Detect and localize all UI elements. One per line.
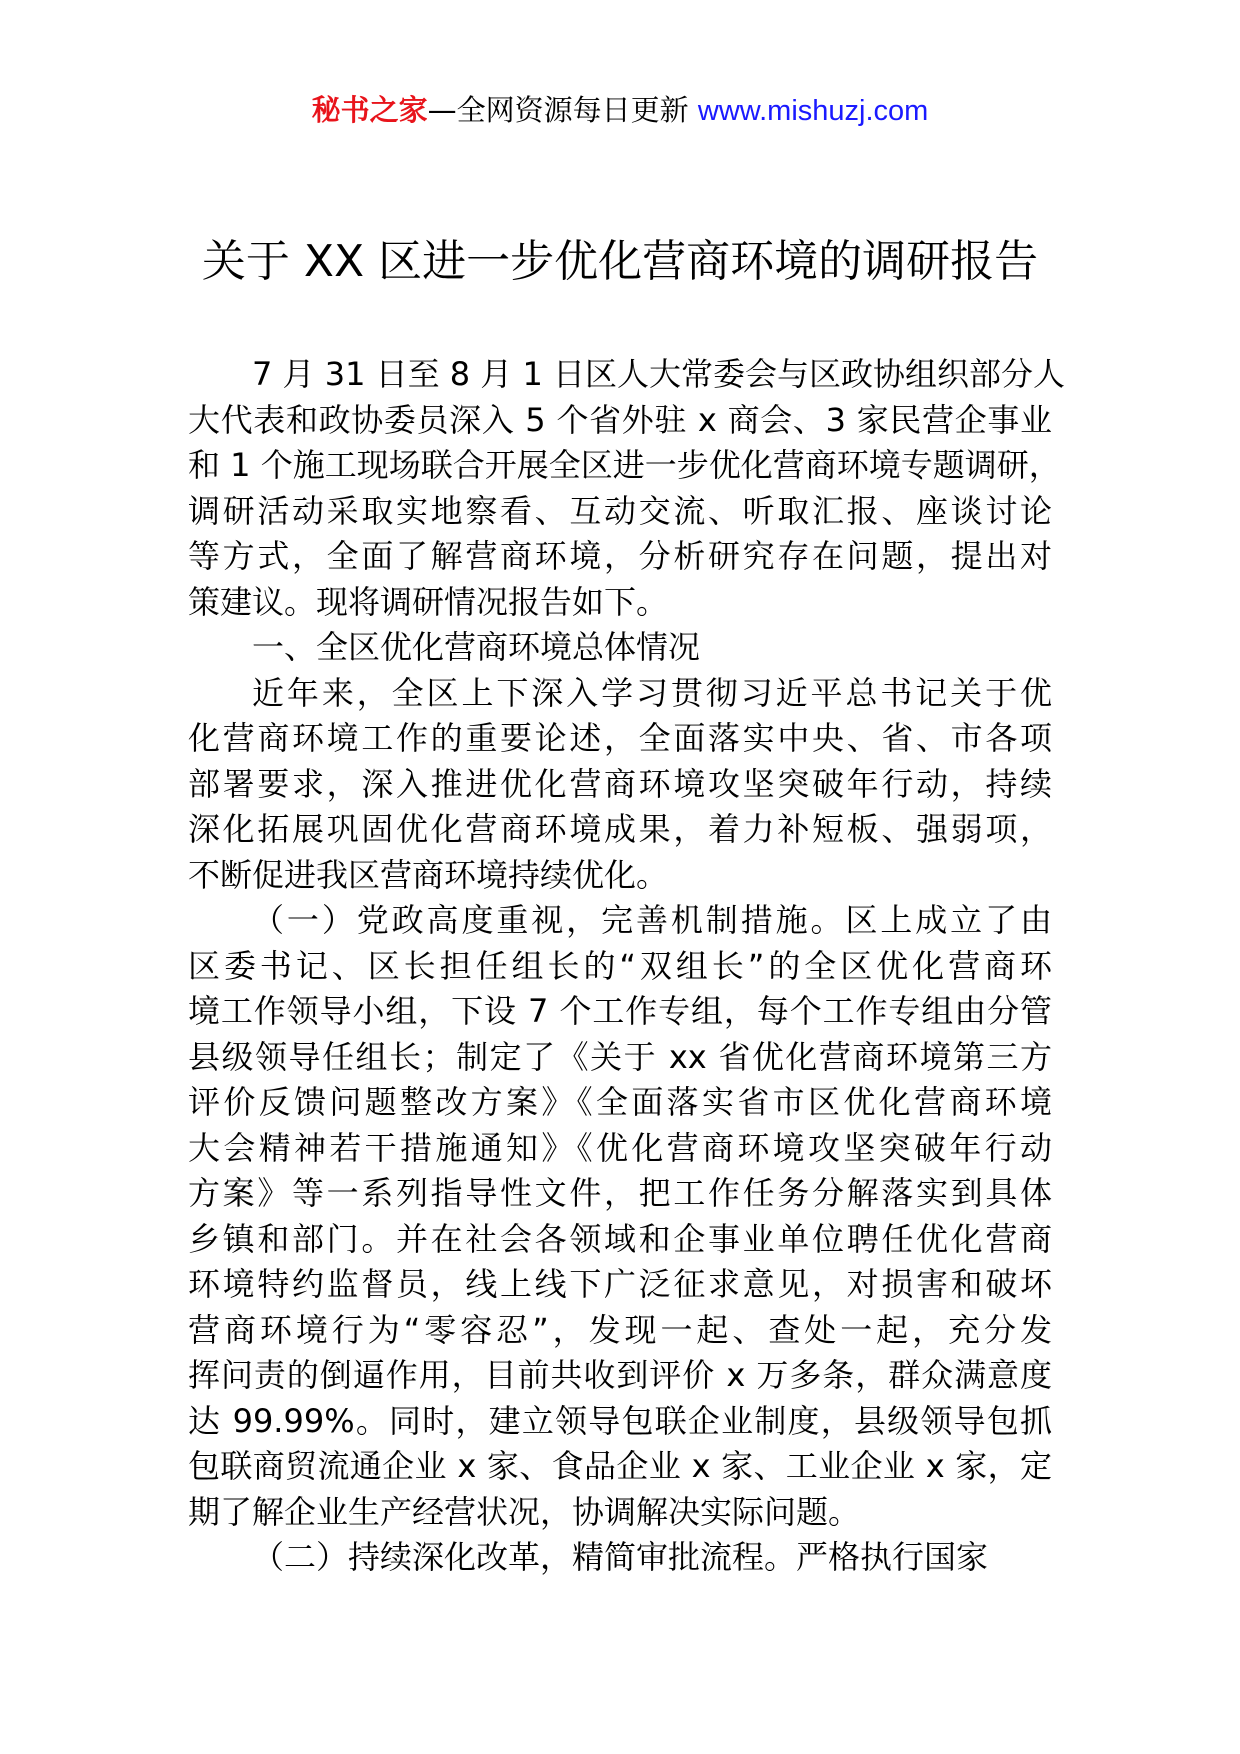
paragraph-line: 境工作领导小组，下设 7 个工作专组，每个工作专组由分管 bbox=[188, 992, 1052, 1030]
paragraph-line: 期了解企业生产经营状况，协调解决实际问题。 bbox=[188, 1492, 861, 1531]
paragraph-line: 方案》等一系列指导性文件，把工作任务分解落实到具体 bbox=[188, 1174, 1052, 1212]
paragraph-line: 调研活动采取实地察看、互动交流、听取汇报、座谈讨论 bbox=[188, 491, 1052, 530]
paragraph-line: 环境特约监督员，线上线下广泛征求意见，对损害和破坏 bbox=[188, 1265, 1052, 1303]
paragraph-line: 策建议。现将调研情况报告如下。 bbox=[188, 582, 669, 621]
paragraph-line: 达 99.99%。同时，建立领导包联企业制度，县级领导包抓 bbox=[188, 1401, 1052, 1440]
paragraph-line: （一）党政高度重视，完善机制措施。区上成立了由 bbox=[252, 901, 1052, 939]
paragraph-line: 近年来，全区上下深入学习贯彻习近平总书记关于优 bbox=[252, 673, 1052, 712]
paragraph-line: 部署要求，深入推进优化营商环境攻坚突破年行动，持续 bbox=[188, 764, 1052, 803]
banner-site-link[interactable]: www.mishuzj.com bbox=[697, 95, 929, 127]
paragraph-line: 大代表和政协委员深入 5 个省外驻 x 商会、3 家民营企事业 bbox=[188, 400, 1052, 439]
paragraph-line: 化营商环境工作的重要论述，全面落实中央、省、市各项 bbox=[188, 719, 1052, 757]
banner-brand: 秘书之家 bbox=[311, 93, 428, 127]
paragraph-line: 评价反馈问题整改方案》《全面落实省市区优化营商环境 bbox=[188, 1083, 1052, 1121]
paragraph-line: 区委书记、区长担任组长的“双组长”的全区优化营商环 bbox=[188, 946, 1052, 985]
paragraph-line: 包联商贸流通企业 x 家、食品企业 x 家、工业企业 x 家，定 bbox=[188, 1447, 1052, 1485]
document-body bbox=[188, 352, 1066, 1581]
paragraph-line: 挥问责的倒逼作用，目前共收到评价 x 万多条，群众满意度 bbox=[188, 1356, 1052, 1394]
paragraph-line: 深化拓展巩固优化营商环境成果，着力补短板、强弱项， bbox=[188, 810, 1052, 848]
paragraph-line: 等方式，全面了解营商环境，分析研究存在问题，提出对 bbox=[188, 537, 1052, 575]
document-title: 关于 XX 区进一步优化营商环境的调研报告 bbox=[201, 236, 1039, 287]
paragraph-line: 和 1 个施工现场联合开展全区进一步优化营商环境专题调研， bbox=[188, 446, 1061, 484]
paragraph-line: 7 月 31 日至 8 月 1 日区人大常委会与区政协组织部分人 bbox=[252, 355, 1066, 393]
banner-tagline: —全网资源每日更新 bbox=[427, 93, 698, 127]
paragraph-line: 县级领导任组长；制定了《关于 xx 省优化营商环境第三方 bbox=[188, 1037, 1052, 1076]
paragraph-line: 乡镇和部门。并在社会各领域和企事业单位聘任优化营商 bbox=[188, 1219, 1052, 1258]
section-heading: 一、全区优化营商环境总体情况 bbox=[252, 628, 701, 666]
paragraph-line: 不断促进我区营商环境持续优化。 bbox=[188, 855, 669, 894]
section-heading: （二）持续深化改革，精简审批流程。严格执行国家 bbox=[252, 1538, 989, 1576]
paragraph-line: 营商环境行为“零容忍”，发现一起、查处一起，充分发 bbox=[188, 1310, 1052, 1349]
paragraph-line: 大会精神若干措施通知》《优化营商环境攻坚突破年行动 bbox=[188, 1128, 1052, 1167]
site-banner bbox=[0, 90, 1240, 131]
